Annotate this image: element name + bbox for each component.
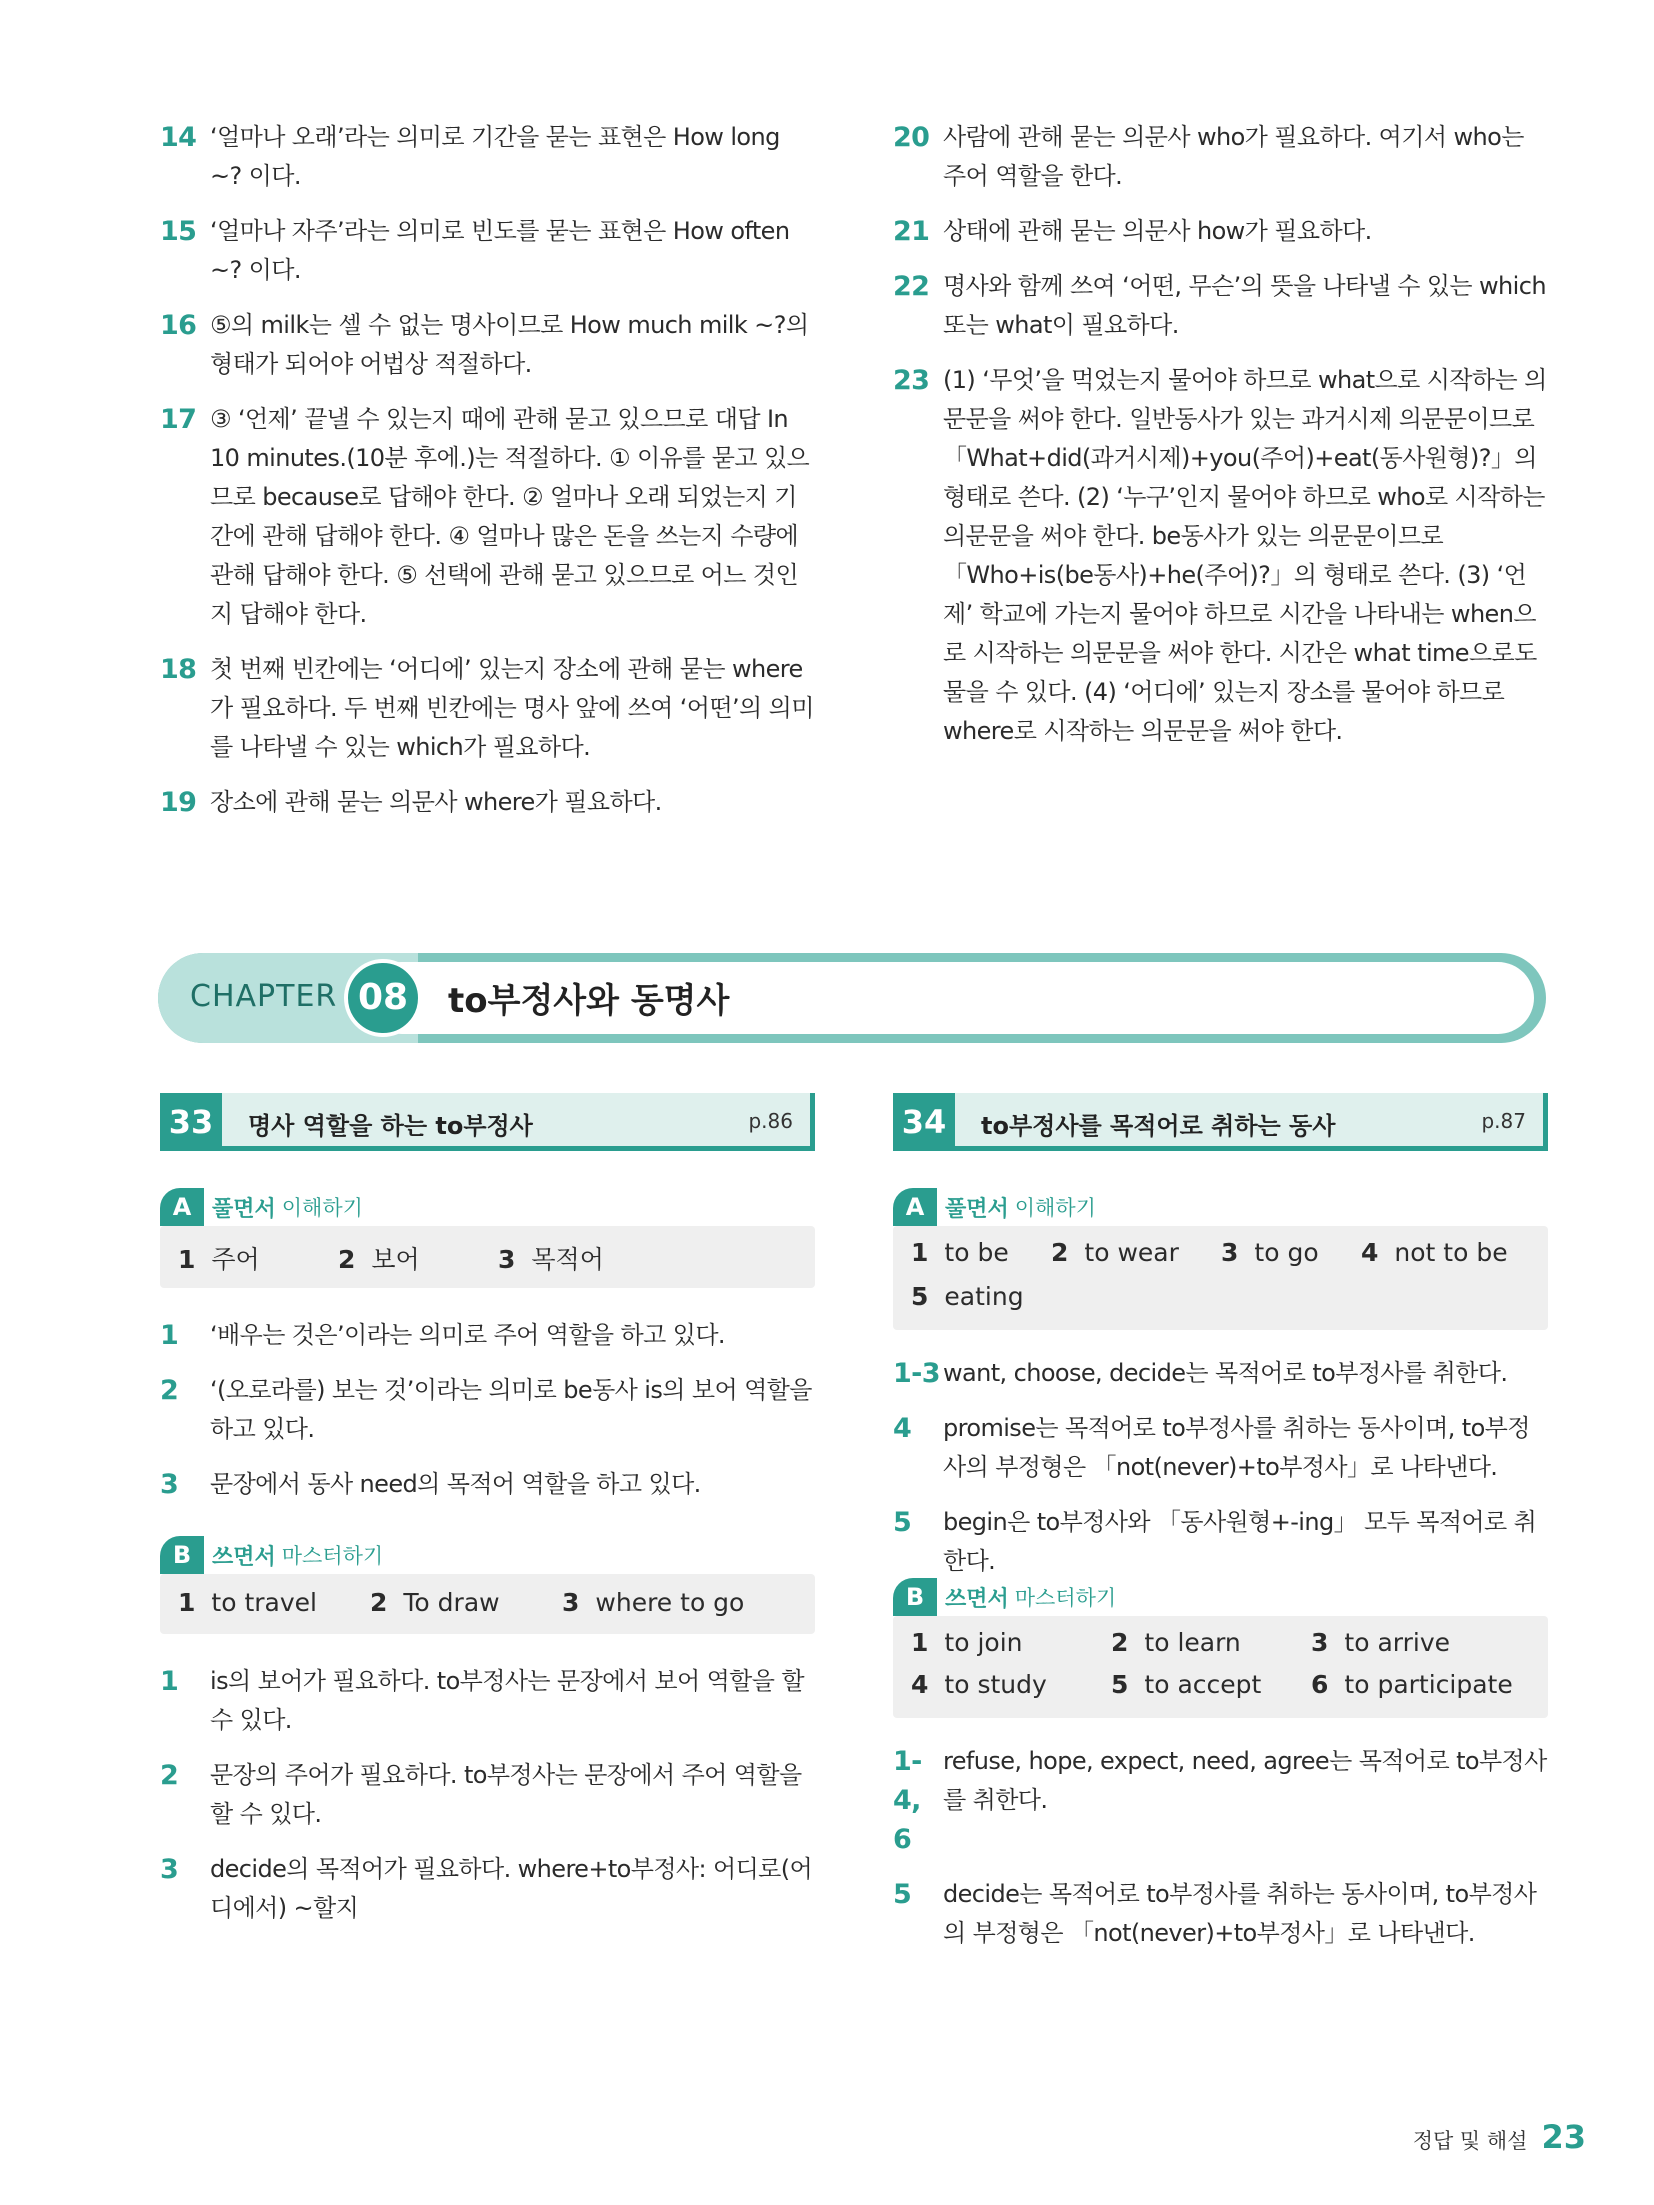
section-33-sub-b [160,1536,383,1574]
item-number: 3 [160,1854,179,1885]
answer-number: 6 [1311,1670,1329,1699]
section-34-explanations-a [893,1354,1548,1597]
explanation-item [160,783,815,822]
answer-value: to wear [1084,1238,1179,1267]
item-text: 문장의 주어가 필요하다. to부정사는 문장에서 주어 역할을 할 수 있다. [210,1761,802,1828]
answer-cell [338,1240,420,1276]
answer-value: to accept [1144,1670,1262,1699]
answer-value: to be [944,1238,1009,1267]
top-left-column [160,118,815,838]
top-right-column [893,118,1548,767]
sub-title: 마스터하기 [281,1544,384,1568]
answer-value: to join [944,1628,1023,1657]
section-34-answers-b [893,1616,1548,1718]
chapter-label: CHAPTER [190,979,338,1014]
section-33-header [160,1093,815,1151]
answer-number: 4 [911,1670,929,1699]
answer-value: 보어 [371,1245,420,1274]
explanation-item [160,1756,815,1834]
answer-number: 1 [911,1238,929,1267]
section-34-explanations-b [893,1742,1548,1969]
answer-value: to travel [211,1588,317,1617]
answer-number: 2 [1051,1238,1069,1267]
item-number: 4 [893,1413,912,1444]
explanation-item [160,118,815,196]
answer-number: 5 [911,1282,929,1311]
answer-cell [911,1282,1024,1311]
sub-title-bold: 쓰면서 [945,1586,1009,1612]
answer-cell [1051,1238,1179,1267]
item-text: promise는 목적어로 to부정사를 취하는 동사이며, to부정사의 부정형은 「not(never)+to부정사」로 나타낸다. [943,1414,1530,1481]
item-text: ‘배우는 것은’이라는 의미로 주어 역할을 하고 있다. [210,1321,725,1349]
sub-badge: B [893,1578,937,1616]
item-number: 16 [160,310,197,341]
item-text: ③ ‘언제’ 끝낼 수 있는지 때에 관해 묻고 있으므로 대답 In 10 minutes.(10분 후에.)는 적절하다. ① 이유를 묻고 있으므로 because로 답해야 한다. ② 얼마나 오래 되었는지 기간에 관해 답해야 한다. ④ 얼마나 많은 돈을 쓰는지 수량에 관해 답해야 한다. ⑤ 선택에 관해 묻고 있으므로 어느 것인지 답해야 한다. [210,405,810,628]
section-page-ref: p.87 [1481,1109,1526,1133]
explanation-item [893,1354,1548,1393]
section-34-sub-b [893,1578,1116,1616]
item-number: 15 [160,216,197,247]
item-number: 23 [893,365,930,396]
item-number: 2 [160,1375,179,1406]
item-number: 21 [893,216,930,247]
answer-number: 1 [178,1245,196,1274]
answer-number: 3 [1221,1238,1239,1267]
sub-title-bold: 풀면서 [945,1196,1009,1222]
answer-value: eating [944,1282,1024,1311]
answer-value: to study [944,1670,1047,1699]
item-text: is의 보어가 필요하다. to부정사는 문장에서 보어 역할을 할 수 있다. [210,1667,804,1734]
item-number: 1-3 [893,1358,940,1389]
explanation-item [160,306,815,384]
item-text: 문장에서 동사 need의 목적어 역할을 하고 있다. [210,1470,701,1498]
item-text: refuse, hope, expect, need, agree는 목적어로 to부정사를 취한다. [943,1747,1547,1814]
section-34-header [893,1093,1548,1151]
answer-value: 주어 [211,1245,260,1274]
sub-title-bold: 쓰면서 [212,1544,276,1570]
answer-cell [1361,1238,1508,1267]
item-text: decide는 목적어로 to부정사를 취하는 동사이며, to부정사의 부정형은 「not(never)+to부정사」로 나타낸다. [943,1880,1537,1947]
item-text: ‘얼마나 오래’라는 의미로 기간을 묻는 표현은 How long ~? 이다. [210,123,780,190]
explanation-item [160,1465,815,1504]
answer-cell [562,1588,744,1617]
item-number: 3 [160,1469,179,1500]
sub-badge: A [893,1188,937,1226]
answer-cell [911,1670,1047,1699]
item-text: 장소에 관해 묻는 의문사 where가 필요하다. [210,788,662,816]
answer-cell [1111,1628,1241,1657]
sub-title: 이해하기 [281,1196,363,1220]
item-number: 2 [160,1760,179,1791]
answer-value: To draw [403,1588,500,1617]
explanation-item [160,212,815,290]
answer-cell [911,1628,1022,1657]
explanation-item [893,212,1548,251]
explanation-item [893,1503,1548,1581]
item-number: 17 [160,404,197,435]
explanation-item [893,118,1548,196]
section-33-explanations-b [160,1662,815,1944]
chapter-banner [158,953,1546,1043]
item-text: ⑤의 milk는 셀 수 없는 명사이므로 How much milk ~?의 형태가 되어야 어법상 적절하다. [210,311,809,378]
section-number: 34 [893,1093,955,1151]
answer-value: to learn [1144,1628,1241,1657]
section-33-answers-a [160,1226,815,1288]
explanation-item [893,1875,1548,1953]
answer-value: to go [1254,1238,1319,1267]
answer-number: 1 [911,1628,929,1657]
item-number: 1 [160,1320,179,1351]
answer-value: where to go [595,1588,745,1617]
answer-number: 2 [338,1245,356,1274]
item-text: ‘(오로라를) 보는 것’이라는 의미로 be동사 is의 보어 역할을 하고 있다. [210,1376,812,1443]
item-text: begin은 to부정사와 「동사원형+-ing」 모두 목적어로 취한다. [943,1508,1537,1575]
explanation-item [160,1850,815,1928]
item-number: 22 [893,271,930,302]
item-number: 14 [160,122,197,153]
explanation-item [160,1662,815,1740]
section-33-explanations-a [160,1316,815,1520]
item-text: ‘얼마나 자주’라는 의미로 빈도를 묻는 표현은 How often ~? 이다. [210,217,790,284]
section-33-answers-b [160,1574,815,1634]
item-number: 1 [160,1666,179,1697]
answer-cell [1311,1670,1513,1699]
answer-cell [370,1588,500,1617]
sub-title: 마스터하기 [1014,1586,1117,1610]
item-text: 상태에 관해 묻는 의문사 how가 필요하다. [943,217,1372,245]
item-text: 명사와 함께 쓰여 ‘어떤, 무슨’의 뜻을 나타낼 수 있는 which 또는 what이 필요하다. [943,272,1546,339]
page-footer [1413,2118,1586,2156]
answer-cell [178,1240,260,1276]
explanation-item [893,1742,1548,1859]
item-number: 1-4, 6 [893,1746,922,1855]
answer-cell [911,1238,1009,1267]
section-number: 33 [160,1093,222,1151]
answer-value: not to be [1394,1238,1508,1267]
explanation-item [160,400,815,634]
section-33-sub-a [160,1188,363,1226]
answer-cell [178,1588,317,1617]
explanation-item [160,1371,815,1449]
section-title: 명사 역할을 하는 to부정사 [248,1112,533,1140]
answer-number: 3 [1311,1628,1329,1657]
answer-value: to participate [1344,1670,1513,1699]
sub-title: 이해하기 [1014,1196,1096,1220]
answer-cell [1311,1628,1450,1657]
sub-badge: B [160,1536,204,1574]
item-text: decide의 목적어가 필요하다. where+to부정사: 어디로(어디에서) ~할지 [210,1855,813,1922]
answer-cell [1221,1238,1319,1267]
item-number: 5 [893,1507,912,1538]
item-text: want, choose, decide는 목적어로 to부정사를 취한다. [943,1359,1508,1387]
item-text: 사람에 관해 묻는 의문사 who가 필요하다. 여기서 who는 주어 역할을 한다. [943,123,1524,190]
section-page-ref: p.86 [748,1109,793,1133]
footer-text: 정답 및 해설 [1412,2129,1528,2153]
item-number: 18 [160,654,197,685]
answer-number: 3 [498,1245,516,1274]
sub-badge: A [160,1188,204,1226]
answer-cell [1111,1670,1261,1699]
item-text: 첫 번째 빈칸에는 ‘어디에’ 있는지 장소에 관해 묻는 where가 필요하다. 두 번째 빈칸에는 명사 앞에 쓰여 ‘어떤’의 의미를 나타낼 수 있는 which가 필요하다. [210,655,814,761]
item-number: 19 [160,787,197,818]
sub-title-bold: 풀면서 [212,1196,276,1222]
answer-number: 3 [562,1588,580,1617]
answer-value: to arrive [1344,1628,1451,1657]
chapter-number: 08 [344,959,422,1037]
item-number: 5 [893,1879,912,1910]
section-34-sub-a [893,1188,1096,1226]
section-34-answers-a [893,1226,1548,1330]
answer-number: 4 [1361,1238,1379,1267]
chapter-title: to부정사와 동명사 [448,981,730,1021]
section-title: to부정사를 목적어로 취하는 동사 [981,1112,1336,1140]
explanation-item [893,267,1548,345]
answer-number: 1 [178,1588,196,1617]
explanation-item [893,1409,1548,1487]
answer-number: 2 [1111,1628,1129,1657]
explanation-item [160,650,815,767]
answer-cell [498,1240,604,1276]
answer-number: 5 [1111,1670,1129,1699]
item-text: (1) ‘무엇’을 먹었는지 물어야 하므로 what으로 시작하는 의문문을 써야 한다. 일반동사가 있는 과거시제 의문문이므로 「What+did(과거시제)+you(주어)+eat(동사원형)?」의 형태로 쓴다. (2) ‘누구’인지 물어야 하므로 who로 시작하는 의문문을 써야 한다. be동사가 있는 의문문이므로 「Who+is(be동사)+he(주어)?」의 형태로 쓴다. (3) ‘언제’ 학교에 가는지 물어야 하므로 시간을 나타내는 when으로 시작하는 의문문을 써야 한다. 시간은 what time으로도 물을 수 있다. (4) ‘어디에’ 있는지 장소를 물어야 하므로 where로 시작하는 의문문을 써야 한다. [943,366,1547,745]
explanation-item [160,1316,815,1355]
page-number: 23 [1541,2118,1586,2156]
answer-value: 목적어 [531,1245,604,1274]
item-number: 20 [893,122,930,153]
explanation-item [893,361,1548,751]
answer-number: 2 [370,1588,388,1617]
